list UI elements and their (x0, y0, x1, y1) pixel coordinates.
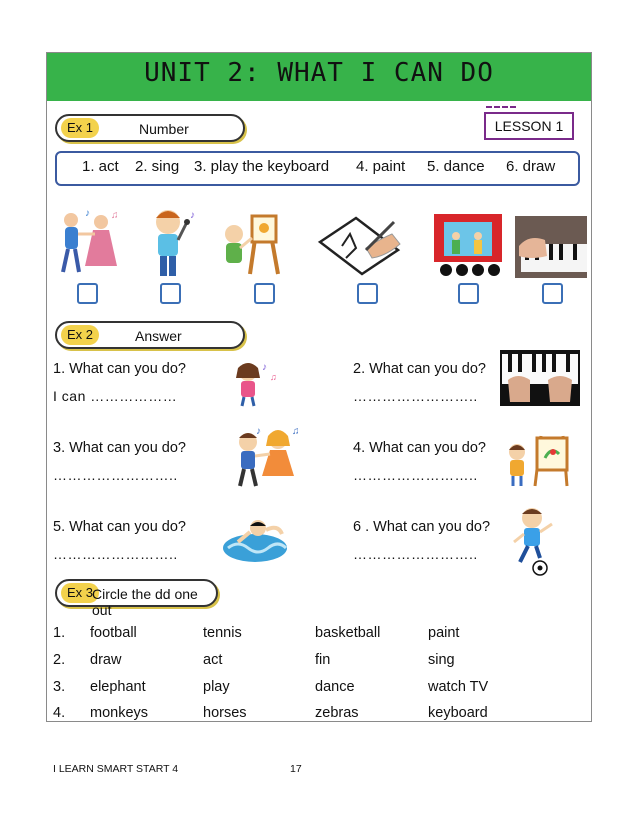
word-2-3[interactable]: fin (315, 652, 331, 668)
question-5: 5. What can you do? (53, 519, 186, 535)
row-number-3: 3. (53, 679, 66, 695)
ex3-header (55, 579, 218, 618)
svg-text:♫: ♫ (270, 372, 277, 382)
painting-girl-icon (505, 432, 569, 488)
ex3-tag: Ex 3 (61, 583, 99, 603)
word-1-4[interactable]: paint (428, 625, 460, 641)
swimmer-icon (222, 514, 288, 564)
word-3-2[interactable]: play (203, 679, 230, 695)
piano-hands-icon (500, 350, 580, 406)
ex2-instruction: Answer (135, 328, 182, 344)
question-6: 6 . What can you do? (353, 519, 491, 535)
answer-line-3[interactable]: …………………….. (53, 467, 178, 483)
singing-boy-icon (138, 206, 204, 280)
answer-box-3[interactable] (254, 283, 275, 304)
word-4-4[interactable]: keyboard (428, 705, 488, 721)
word-2-4[interactable]: sing (428, 652, 455, 668)
row-number-1: 1. (53, 625, 66, 641)
word-2-1[interactable]: draw (90, 652, 122, 668)
svg-text:♪: ♪ (256, 426, 261, 437)
svg-text:♪: ♪ (190, 210, 195, 221)
word-4-2[interactable]: horses (203, 705, 247, 721)
answer-box-5[interactable] (458, 283, 479, 304)
football-boy-icon (510, 504, 562, 576)
word-4-3[interactable]: zebras (315, 705, 359, 721)
svg-text:♪: ♪ (85, 208, 90, 219)
svg-text:♫: ♫ (292, 426, 300, 437)
word-1-1[interactable]: football (90, 625, 137, 641)
verb-3: 3. play the keyboard (194, 158, 330, 175)
ex2-header (55, 321, 245, 349)
word-3-1[interactable]: elephant (90, 679, 146, 695)
drawing-hand-icon (316, 214, 402, 276)
answer-box-4[interactable] (357, 283, 378, 304)
word-4-1[interactable]: monkeys (90, 705, 149, 721)
svg-text:♫: ♫ (111, 210, 119, 221)
word-1-3[interactable]: basketball (315, 625, 381, 641)
painting-kid-icon (218, 208, 282, 276)
answer-line-2[interactable]: …………………….. (353, 388, 478, 404)
lesson-label: LESSON 1 (484, 112, 574, 140)
singing-girl-icon (228, 358, 280, 408)
page-title: UNIT 2: WHAT I CAN DO (144, 58, 494, 88)
verb-1: 1. act (82, 158, 119, 175)
verb-6: 6. draw (506, 158, 556, 175)
question-1: 1. What can you do? (53, 361, 186, 377)
word-3-3[interactable]: dance (315, 679, 355, 695)
answer-line-1[interactable]: I can ……………… (53, 388, 178, 404)
word-2-2[interactable]: act (203, 652, 223, 668)
dancing-kids-icon (228, 424, 300, 490)
theatre-stage-icon (432, 212, 504, 278)
row-number-4: 4. (53, 705, 66, 721)
answer-box-2[interactable] (160, 283, 181, 304)
ex1-tag: Ex 1 (61, 118, 99, 138)
question-4: 4. What can you do? (353, 440, 486, 456)
lesson-arrow-icon (486, 106, 516, 110)
row-number-2: 2. (53, 652, 66, 668)
ex2-tag: Ex 2 (61, 325, 99, 345)
verb-2: 2. sing (135, 158, 180, 175)
word-1-2[interactable]: tennis (203, 625, 242, 641)
footer-page-number: 17 (290, 763, 302, 775)
answer-box-1[interactable] (77, 283, 98, 304)
answer-line-6[interactable]: …………………….. (353, 546, 478, 562)
verb-4: 4. paint (356, 158, 406, 175)
keyboard-hands-icon (515, 216, 587, 278)
question-2: 2. What can you do? (353, 361, 486, 377)
verb-5: 5. dance (427, 158, 485, 175)
ex1-header (55, 114, 245, 142)
answer-line-5[interactable]: …………………….. (53, 546, 178, 562)
footer-book-title: I LEARN SMART START 4 (53, 763, 179, 775)
dancing-couple-icon (55, 206, 121, 278)
question-3: 3. What can you do? (53, 440, 186, 456)
svg-text:♪: ♪ (262, 362, 267, 373)
answer-line-4[interactable]: …………………….. (353, 467, 478, 483)
ex1-instruction: Number (139, 121, 189, 137)
ex3-instruction: Circle the dd one out (92, 586, 198, 618)
answer-box-6[interactable] (542, 283, 563, 304)
word-3-4[interactable]: watch TV (428, 679, 489, 695)
